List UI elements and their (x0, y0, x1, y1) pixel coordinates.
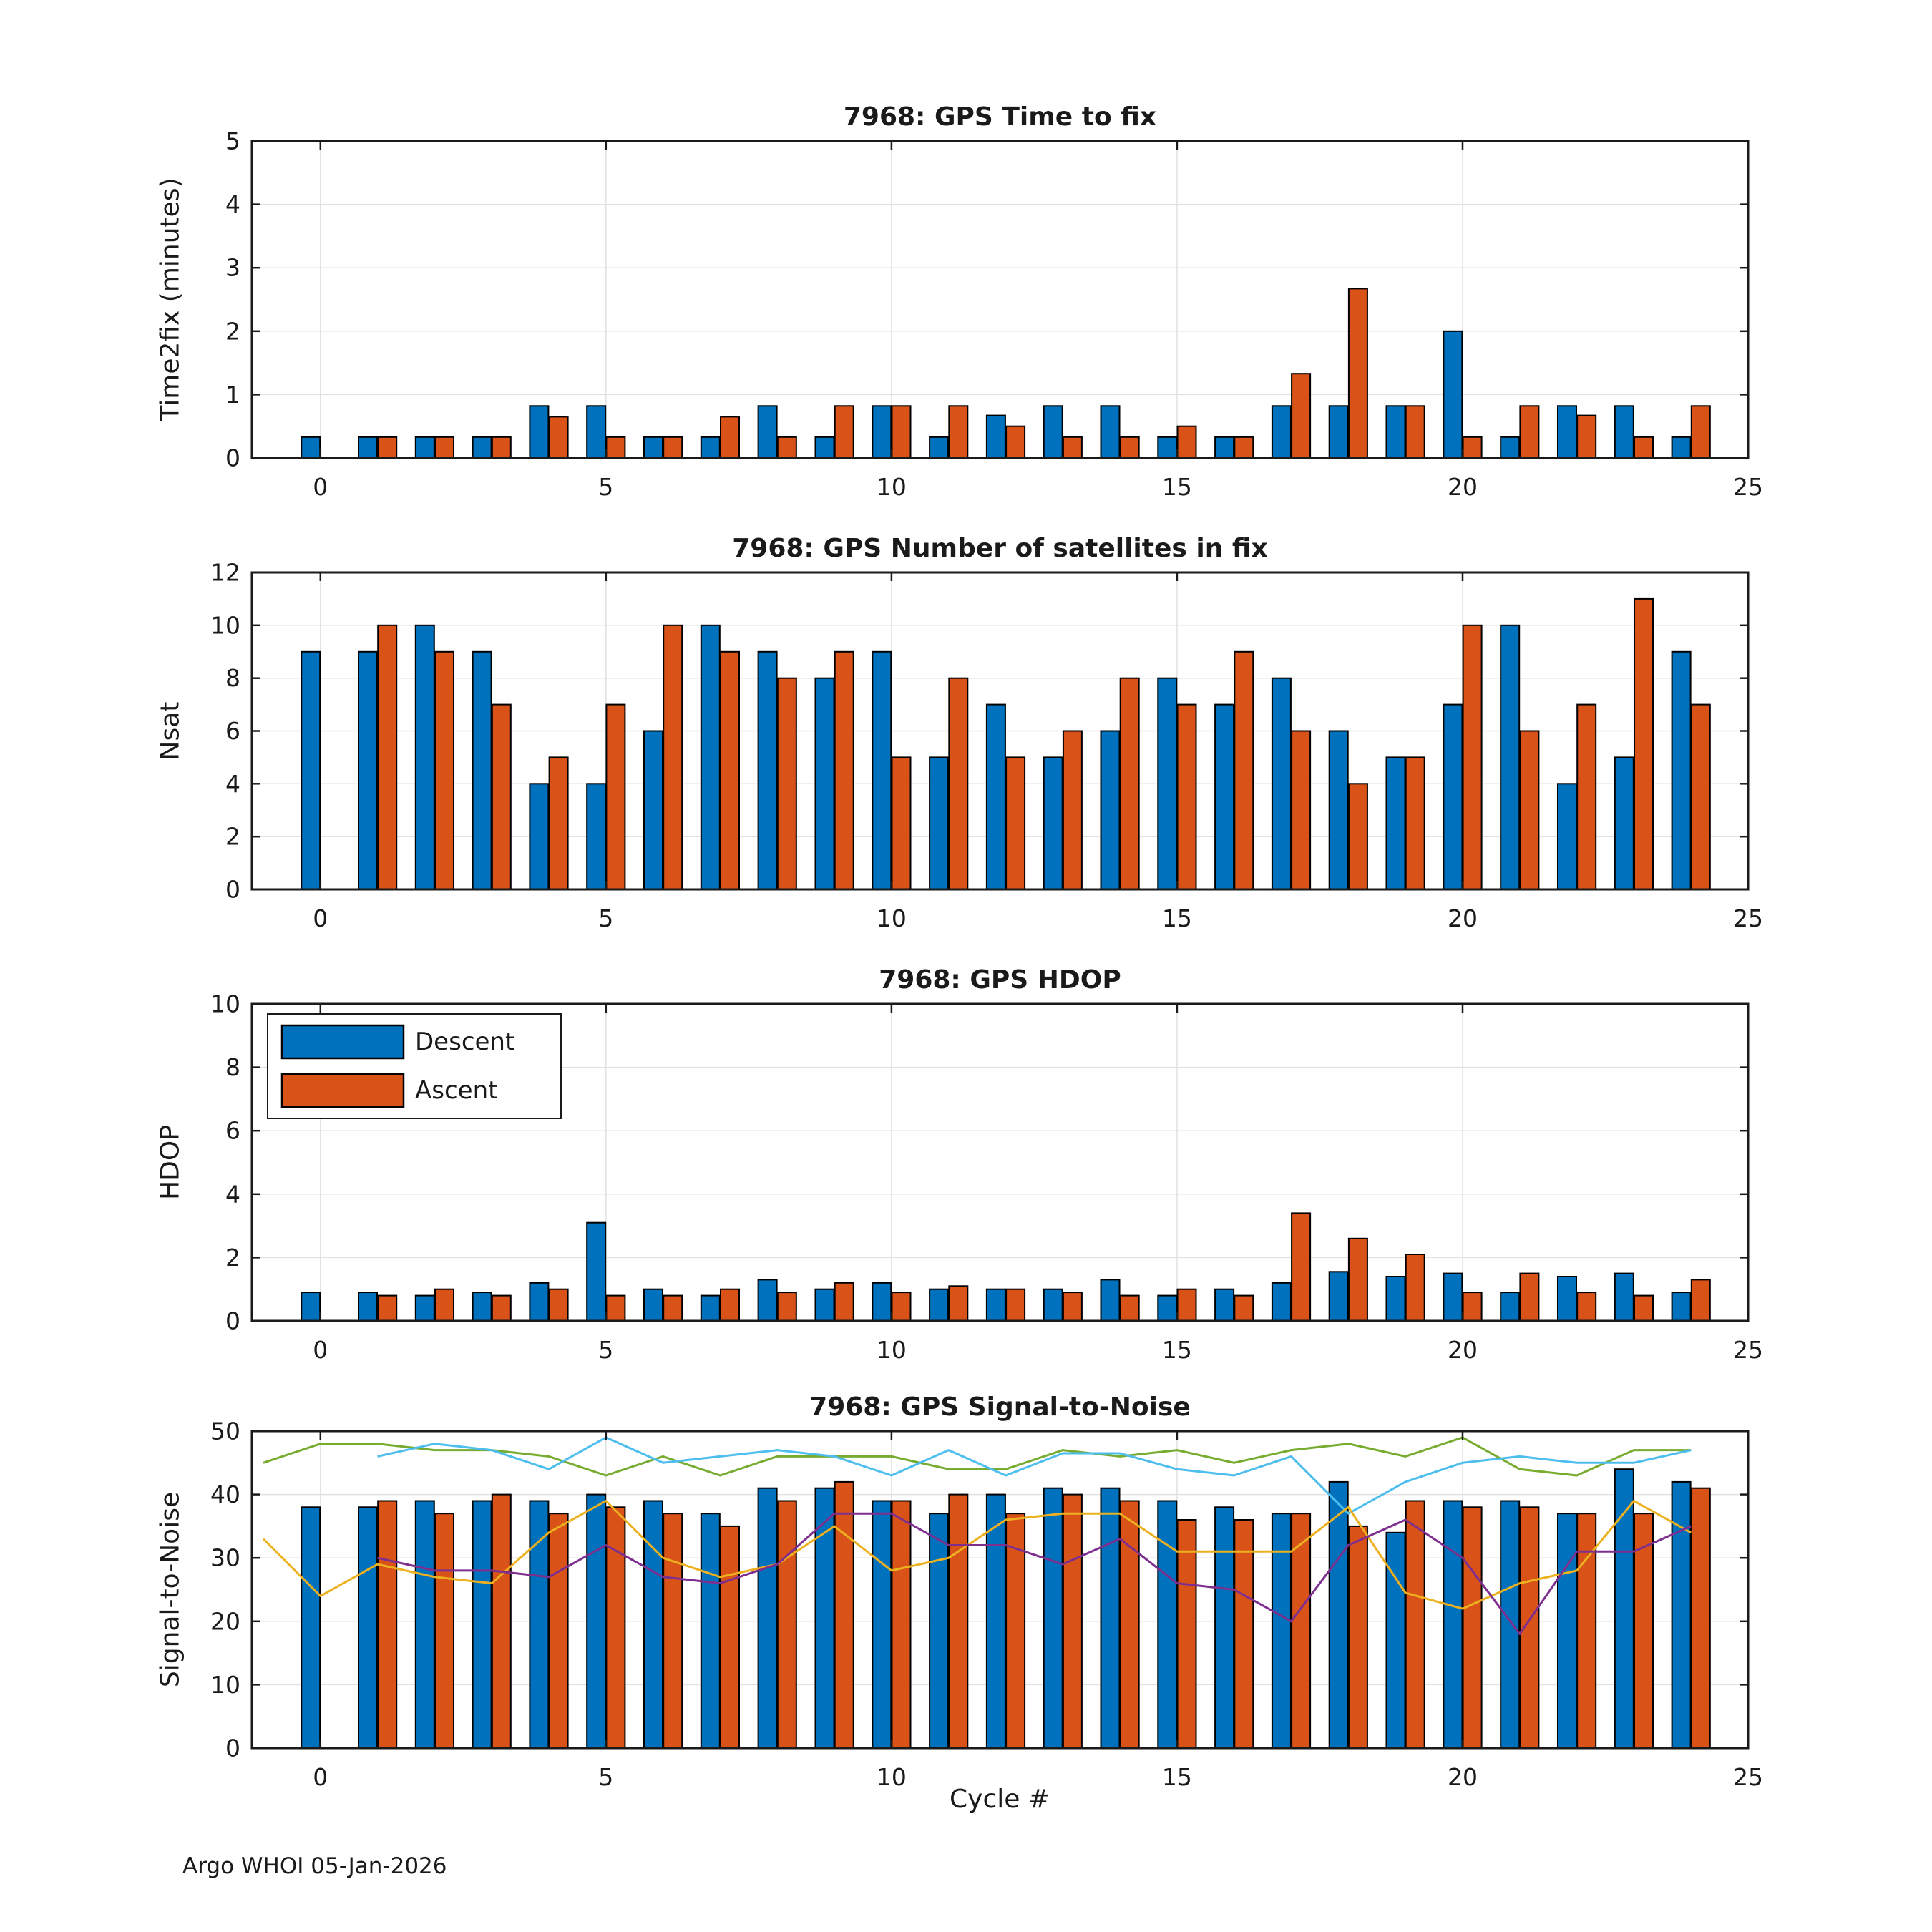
svg-text:3: 3 (225, 253, 240, 282)
svg-text:1: 1 (225, 380, 240, 409)
svg-text:6: 6 (225, 717, 240, 745)
svg-text:20: 20 (1448, 473, 1478, 501)
svg-text:15: 15 (1161, 473, 1192, 501)
legend-swatch-ascent (282, 1074, 404, 1107)
subplot-title: 7968: GPS Signal-to-Noise (809, 1392, 1191, 1422)
svg-text:10: 10 (876, 904, 907, 932)
subplot-title: 7968: GPS HDOP (879, 965, 1121, 995)
subplot-title: 7968: GPS Time to fix (843, 102, 1157, 132)
y-tick-labels (210, 990, 240, 1335)
svg-text:25: 25 (1733, 473, 1763, 501)
svg-text:8: 8 (225, 664, 240, 693)
svg-text:10: 10 (876, 473, 907, 501)
x-tick-labels (313, 473, 1763, 501)
svg-text:0: 0 (225, 444, 240, 472)
svg-text:4: 4 (225, 1180, 240, 1209)
svg-text:15: 15 (1161, 904, 1192, 932)
svg-text:2: 2 (225, 822, 240, 851)
chart-gps-time-to-fix (0, 91, 1932, 533)
svg-text:25: 25 (1733, 1336, 1763, 1364)
y-axis-label: Nsat (155, 701, 185, 761)
svg-text:30: 30 (210, 1543, 240, 1572)
svg-text:10: 10 (210, 611, 240, 640)
svg-text:20: 20 (1448, 904, 1478, 932)
svg-text:20: 20 (1448, 1763, 1478, 1791)
svg-text:20: 20 (210, 1607, 240, 1636)
svg-text:8: 8 (225, 1053, 240, 1082)
snr-line-cyan (378, 1438, 1692, 1513)
snr-line-purple (378, 1513, 1692, 1634)
svg-text:0: 0 (313, 1763, 328, 1791)
svg-text:12: 12 (210, 558, 240, 587)
svg-text:2: 2 (225, 317, 240, 346)
svg-text:5: 5 (598, 1336, 614, 1364)
chart-gps-satellites-in-fix (0, 522, 1932, 965)
svg-text:2: 2 (225, 1243, 240, 1272)
legend-swatch-descent (282, 1025, 404, 1058)
x-axis-label: Cycle # (950, 1785, 1050, 1814)
y-axis-label: HDOP (155, 1125, 185, 1200)
svg-text:0: 0 (313, 473, 328, 501)
footer-text: Argo WHOI 05-Jan-2026 (182, 1853, 447, 1879)
svg-text:5: 5 (598, 473, 614, 501)
legend-label-ascent: Ascent (415, 1076, 498, 1105)
svg-text:50: 50 (210, 1417, 240, 1445)
legend-label-descent: Descent (415, 1028, 515, 1056)
svg-text:10: 10 (876, 1336, 907, 1364)
svg-text:0: 0 (225, 1307, 240, 1335)
svg-text:15: 15 (1161, 1763, 1192, 1791)
x-tick-labels (313, 1336, 1763, 1364)
legend (268, 1014, 561, 1118)
svg-text:10: 10 (876, 1763, 907, 1791)
svg-text:5: 5 (598, 1763, 614, 1791)
svg-text:0: 0 (225, 1734, 240, 1762)
svg-text:25: 25 (1733, 1763, 1763, 1791)
y-tick-labels (210, 1418, 240, 1762)
chart-gps-signal-to-noise (0, 1381, 1932, 1823)
svg-text:40: 40 (210, 1480, 240, 1509)
svg-text:0: 0 (313, 904, 328, 932)
y-axis-label: Time2fix (minutes) (155, 177, 185, 421)
svg-text:5: 5 (598, 904, 614, 932)
snr-line-green (263, 1438, 1691, 1475)
y-axis-label: Signal-to-Noise (155, 1491, 185, 1688)
svg-text:4: 4 (225, 769, 240, 798)
x-tick-labels (313, 904, 1763, 932)
svg-text:0: 0 (313, 1336, 328, 1364)
chart-gps-hdop (0, 954, 1932, 1396)
svg-text:15: 15 (1161, 1336, 1192, 1364)
svg-text:10: 10 (210, 1670, 240, 1699)
svg-text:25: 25 (1733, 904, 1763, 932)
svg-text:6: 6 (225, 1116, 240, 1145)
svg-text:4: 4 (225, 190, 240, 219)
svg-text:0: 0 (225, 875, 240, 904)
svg-text:10: 10 (210, 990, 240, 1018)
y-tick-labels (225, 127, 240, 472)
subplot-title: 7968: GPS Number of satellites in fix (732, 534, 1268, 563)
y-tick-labels (210, 559, 240, 904)
svg-text:5: 5 (225, 127, 240, 155)
svg-text:20: 20 (1448, 1336, 1478, 1364)
